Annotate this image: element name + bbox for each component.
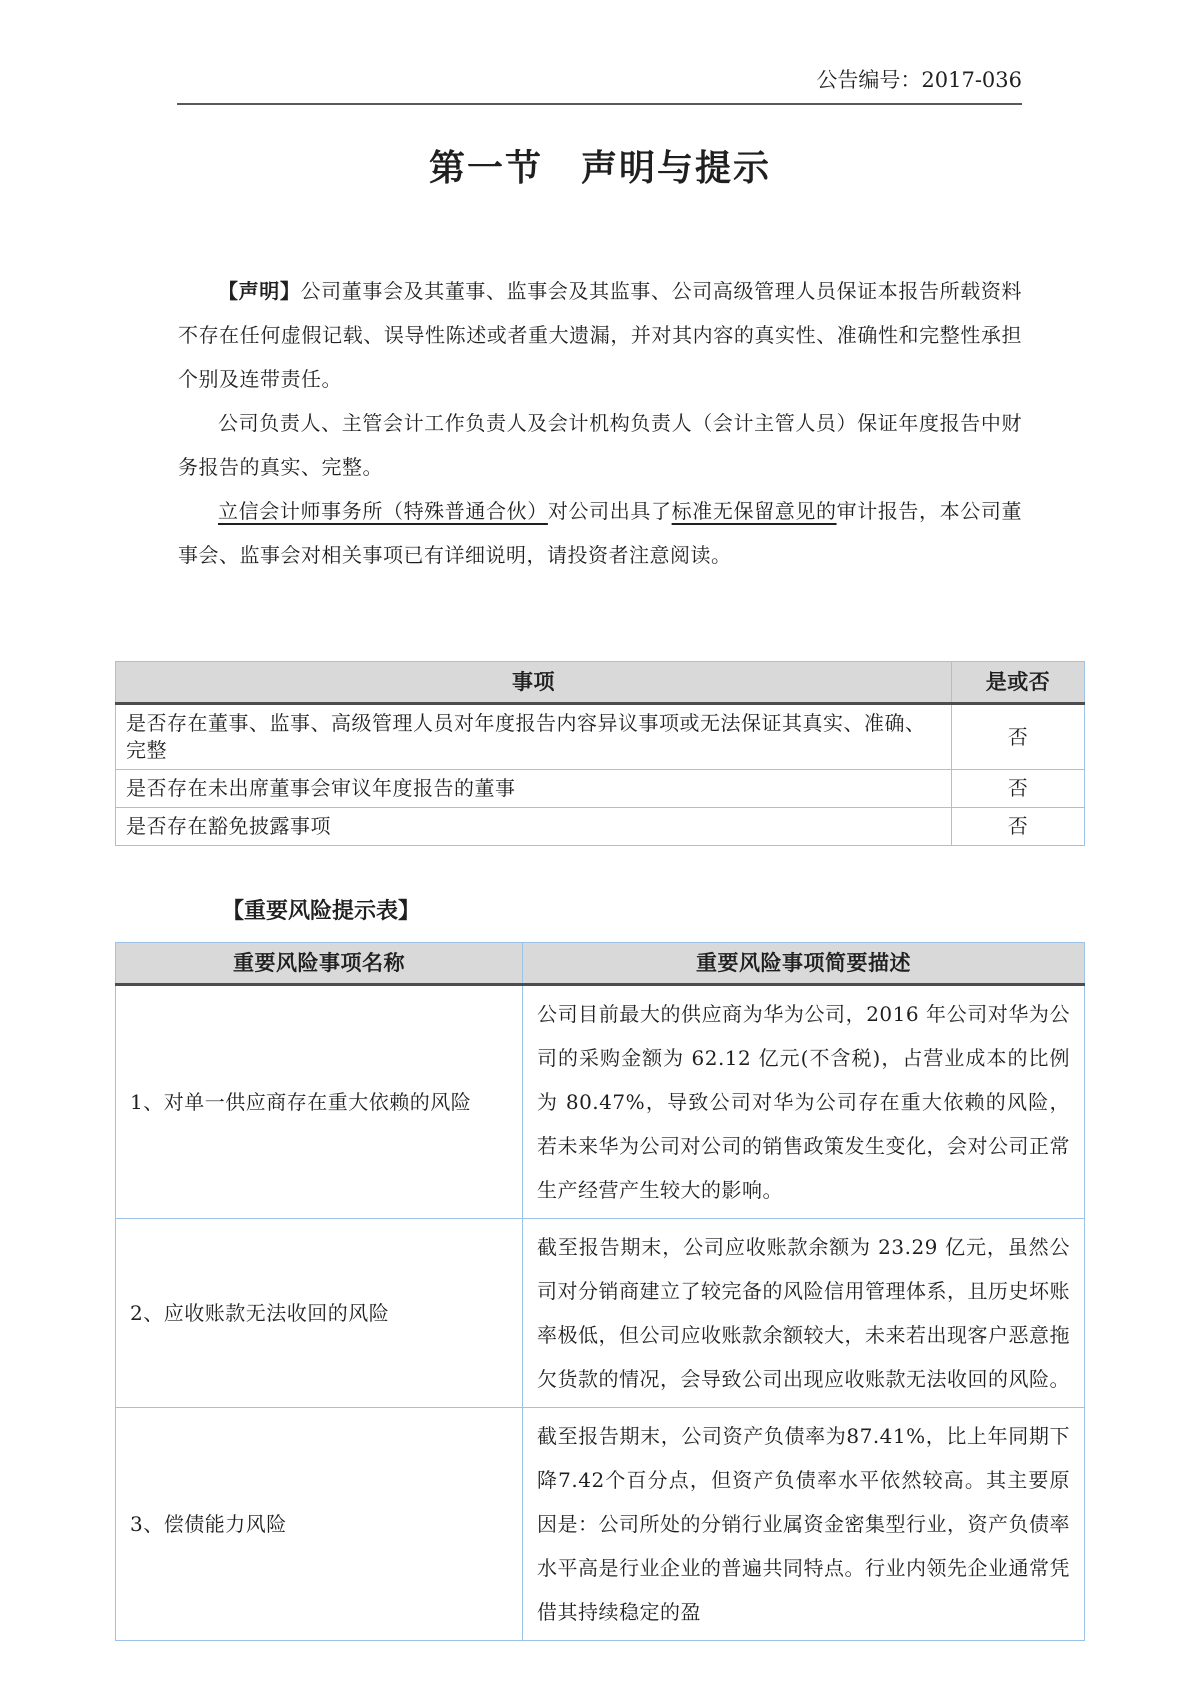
item-text: 是否存在豁免披露事项	[116, 808, 952, 846]
table-row	[116, 1219, 1085, 1408]
risk-description: 截至报告期末，公司资产负债率为87.41%，比上年同期下降7.42个百分点，但资产负债率水平依然较高。其主要原因是：公司所处的分销行业属资金密集型行业，资产负债率水平高是行业企业的普遍共同特点。行业内领先企业通常凭借其持续稳定的盈	[523, 1408, 1085, 1641]
risk-table-header-row	[116, 943, 1085, 985]
auditor-name-underlined: 立信会计师事务所（特殊普通合伙）	[218, 499, 548, 523]
declaration-paragraph-1	[178, 269, 1022, 401]
items-table-header-answer: 是或否	[952, 662, 1085, 704]
item-text: 是否存在董事、监事、高级管理人员对年度报告内容异议事项或无法保证其真实、准确、完整	[116, 704, 952, 770]
risk-table-header-desc: 重要风险事项简要描述	[523, 943, 1085, 985]
announcement-number: 公告编号：2017-036	[816, 68, 1022, 92]
risk-table-head	[116, 943, 1085, 985]
audit-opinion-underlined: 标准无保留意见的	[671, 499, 837, 523]
items-table	[115, 661, 1085, 846]
table-row	[116, 770, 1085, 808]
items-table-header-item: 事项	[116, 662, 952, 704]
paragraph-3-middle-text: 对公司出具了	[547, 499, 672, 523]
risk-description: 截至报告期末，公司应收账款余额为 23.29 亿元，虽然公司对分销商建立了较完备的风险信用管理体系，且历史坏账率极低，但公司应收账款余额较大，未来若出现客户恶意拖欠货款的情况，会导致公司出现应收账款无法收回的风险。	[523, 1219, 1085, 1408]
declaration-paragraph-2: 公司负责人、主管会计工作负责人及会计机构负责人（会计主管人员）保证年度报告中财务报告的真实、完整。	[178, 411, 1022, 479]
item-answer: 否	[952, 770, 1085, 808]
risk-table-body	[116, 985, 1085, 1641]
item-answer: 否	[952, 808, 1085, 846]
risk-table-heading: 【重要风险提示表】	[222, 899, 421, 924]
table-row	[116, 1408, 1085, 1641]
items-table-head	[116, 662, 1085, 704]
declaration-label: 【声明】	[218, 279, 301, 303]
paragraph-3-tail-text: 审计报告，本公司董事会、监事会对相关事项已有详细说明，请投资者注意阅读。	[178, 499, 1023, 567]
item-text: 是否存在未出席董事会审议年度报告的董事	[116, 770, 952, 808]
risk-name: 1、对单一供应商存在重大依赖的风险	[116, 985, 523, 1219]
risk-name: 3、偿债能力风险	[116, 1408, 523, 1641]
declaration-paragraph-3	[178, 489, 1022, 577]
table-row	[116, 808, 1085, 846]
document-header	[177, 64, 1022, 105]
section-title: 第一节 声明与提示	[428, 148, 771, 189]
table-row	[116, 704, 1085, 770]
declaration-block	[178, 269, 1022, 577]
items-table-body	[116, 704, 1085, 846]
risk-table-header-name: 重要风险事项名称	[116, 943, 523, 985]
risk-table	[115, 942, 1085, 1641]
item-answer: 否	[952, 704, 1085, 770]
risk-name: 2、应收账款无法收回的风险	[116, 1219, 523, 1408]
table-row	[116, 985, 1085, 1219]
items-table-header-row	[116, 662, 1085, 704]
risk-description: 公司目前最大的供应商为华为公司，2016 年公司对华为公司的采购金额为 62.12 亿元(不含税)，占营业成本的比例为 80.47%，导致公司对华为公司存在重大依赖的风险，若未来华为公司对公司的销售政策发生变化，会对公司正常生产经营产生较大的影响。	[523, 985, 1085, 1219]
declaration-text-1: 公司董事会及其董事、监事会及其监事、公司高级管理人员保证本报告所载资料不存在任何虚假记载、误导性陈述或者重大遗漏，并对其内容的真实性、准确性和完整性承担个别及连带责任。	[178, 279, 1023, 391]
